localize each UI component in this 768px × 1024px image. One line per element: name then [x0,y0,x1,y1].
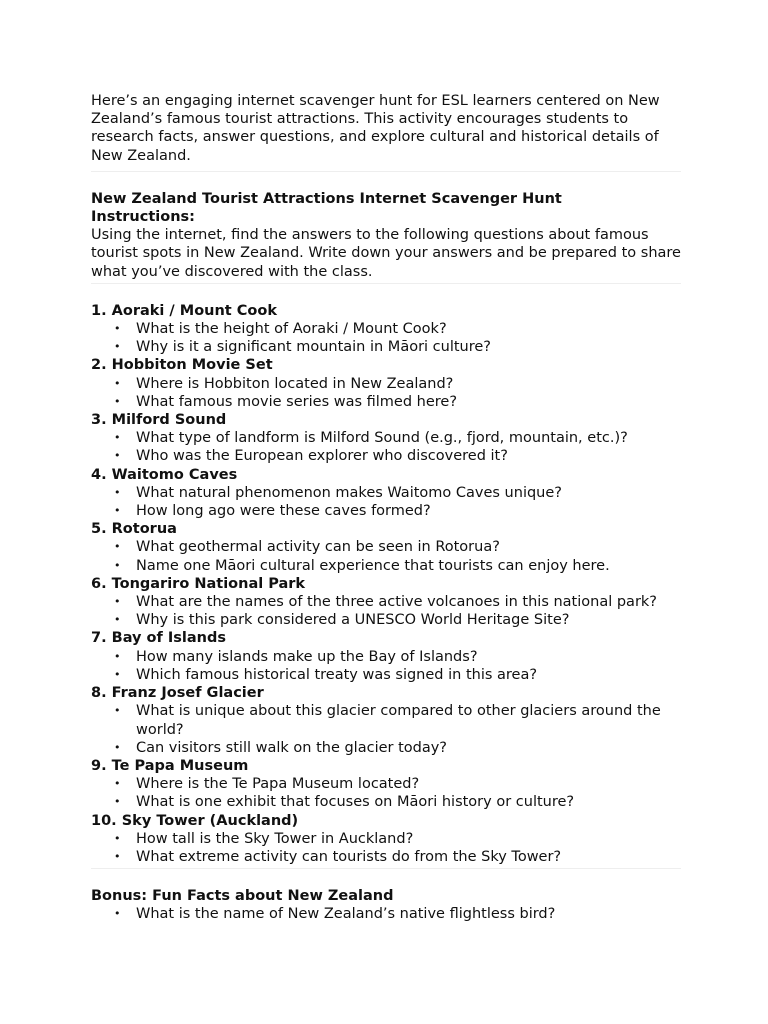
question-item: • Who was the European explorer who discovered it? [136,447,681,465]
attraction-item [91,575,681,630]
question-item: • Why is it a significant mountain in Māori culture? [136,338,681,356]
intro-paragraph: Here’s an engaging internet scavenger hunt for ESL learners centered on New Zealand’s famous tourist attractions. This activity encourages students to research facts, answer questions, and explore cultural and historical details of New Zealand. [91,92,681,172]
question-list [91,429,681,465]
instructions-section [91,190,681,284]
attraction-item [91,466,681,521]
instructions-label: Instructions: [91,209,195,226]
attraction-title: 5. Rotorua [91,521,177,538]
attractions-list [91,302,681,869]
attraction-item [91,520,681,575]
bonus-section [91,887,681,923]
attraction-item [91,629,681,684]
bonus-question-list [91,905,681,923]
attraction-item [91,757,681,812]
question-item: • What famous movie series was filmed here? [136,393,681,411]
question-list [91,320,681,356]
attraction-title: 8. Franz Josef Glacier [91,685,264,702]
question-item: • What geothermal activity can be seen in Rotorua? [136,538,681,556]
question-item: • Where is the Te Papa Museum located? [136,775,681,793]
question-item: • What natural phenomenon makes Waitomo Caves unique? [136,484,681,502]
attraction-title: 7. Bay of Islands [91,630,226,647]
attraction-title: 3. Milford Sound [91,412,227,429]
document-page [91,92,681,924]
attraction-title: 9. Te Papa Museum [91,757,249,774]
question-item: • Can visitors still walk on the glacier today? [136,739,681,757]
question-item: • What are the names of the three active volcanoes in this national park? [136,593,681,611]
question-item: • Which famous historical treaty was signed in this area? [136,666,681,684]
attraction-title: 10. Sky Tower (Auckland) [91,812,299,829]
question-item: • How long ago were these caves formed? [136,502,681,520]
attraction-title: 6. Tongariro National Park [91,575,306,592]
attraction-item [91,411,681,466]
question-item: • What type of landform is Milford Sound (e.g., fjord, mountain, etc.)? [136,429,681,447]
question-item: • What is unique about this glacier compared to other glaciers around the world? [136,702,681,738]
attraction-item [91,812,681,867]
question-item: • How tall is the Sky Tower in Auckland? [136,830,681,848]
attraction-title: 4. Waitomo Caves [91,466,238,483]
attraction-item [91,356,681,411]
question-list [91,538,681,574]
question-item: • What extreme activity can tourists do from the Sky Tower? [136,848,681,866]
question-list [91,648,681,684]
document-heading: New Zealand Tourist Attractions Internet Scavenger Hunt [91,190,562,207]
question-item: • What is the height of Aoraki / Mount Cook? [136,320,681,338]
question-list [91,593,681,629]
question-list [91,775,681,811]
question-item: • Name one Māori cultural experience that tourists can enjoy here. [136,557,681,575]
question-item: • What is one exhibit that focuses on Māori history or culture? [136,793,681,811]
attraction-title: 1. Aoraki / Mount Cook [91,302,277,319]
question-list [91,830,681,866]
attraction-title: 2. Hobbiton Movie Set [91,357,273,374]
question-item: • Where is Hobbiton located in New Zealand? [136,375,681,393]
question-list [91,702,681,757]
bonus-title: Bonus: Fun Facts about New Zealand [91,888,394,905]
instructions-text: Using the internet, find the answers to the following questions about famous tourist spots in New Zealand. Write down your answers and be prepared to share what you’ve discovered with the class. [91,227,681,280]
question-item: • How many islands make up the Bay of Islands? [136,648,681,666]
question-list [91,375,681,411]
attraction-item [91,302,681,357]
question-list [91,484,681,520]
question-item: • Why is this park considered a UNESCO World Heritage Site? [136,611,681,629]
attraction-item [91,684,681,757]
question-item: • What is the name of New Zealand’s native flightless bird? [136,905,681,923]
